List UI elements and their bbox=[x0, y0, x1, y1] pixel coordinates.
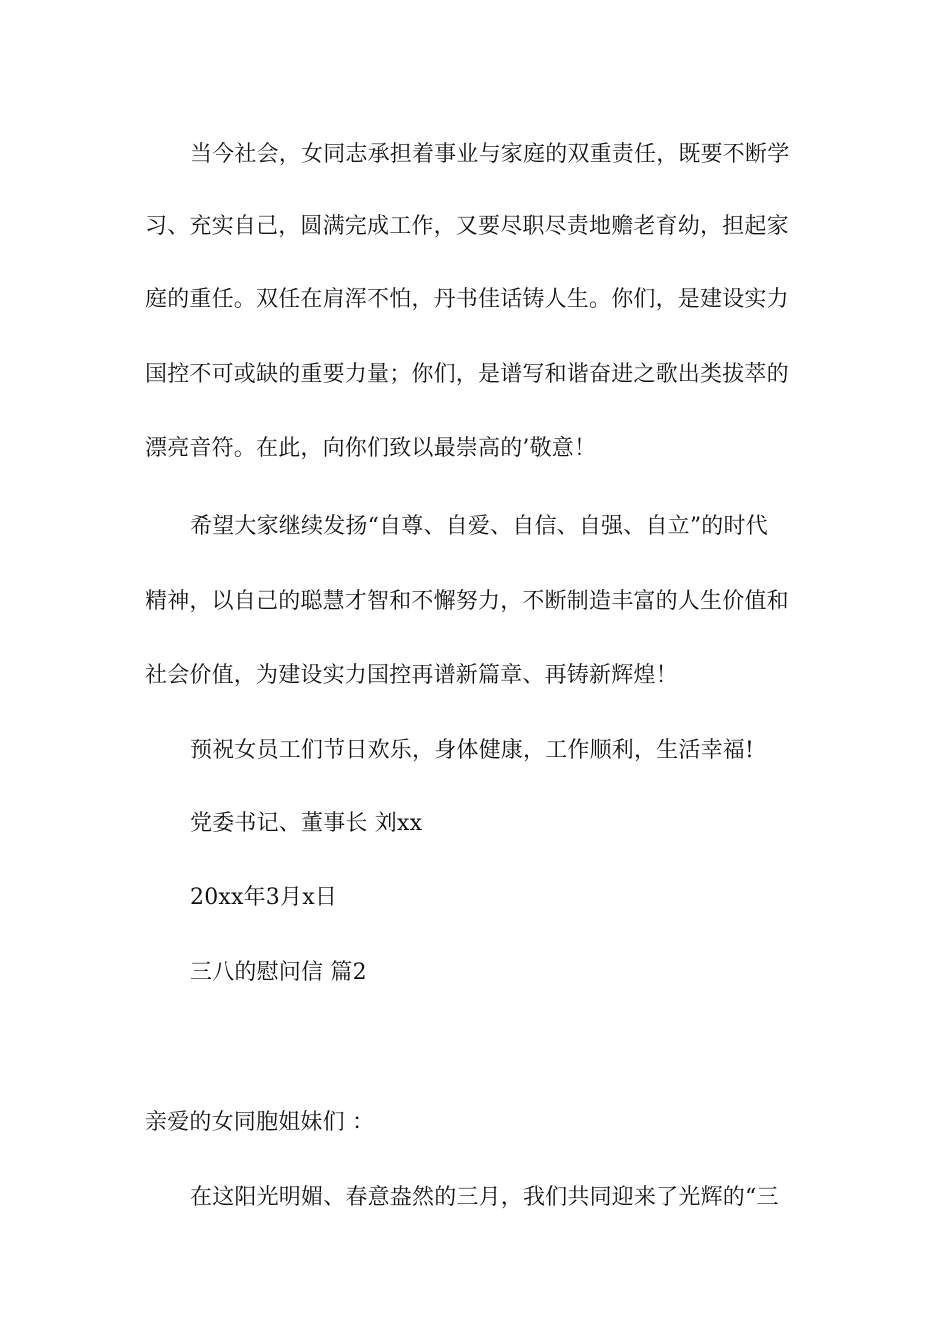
section-title: 三八的慰问信 篇2 bbox=[190, 960, 367, 985]
paragraph-1-line-5: 漂亮音符。在此，向你们致以最崇高的’敬意！ bbox=[145, 436, 597, 461]
wishes-line: 预祝女员工们节日欢乐，身体健康，工作顺利，生活幸福! bbox=[190, 738, 755, 763]
paragraph-2-line-1: 希望大家继续发扬“自尊、自爱、自信、自强、自立”的时代 bbox=[190, 514, 768, 539]
signature-line: 党委书记、董事长 刘xx bbox=[190, 811, 423, 836]
paragraph-3-line-1: 在这阳光明媚、春意盎然的三月，我们共同迎来了光辉的“三 bbox=[190, 1185, 779, 1210]
paragraph-1-line-4: 国控不可或缺的重要力量；你们，是谱写和谐奋进之歌出类拔萃的 bbox=[145, 362, 789, 387]
paragraph-2-line-3: 社会价值，为建设实力国控再谱新篇章、再铸新辉煌！ bbox=[145, 663, 678, 688]
paragraph-2-line-2: 精神，以自己的聪慧才智和不懈努力，不断制造丰富的人生价值和 bbox=[145, 589, 789, 614]
paragraph-1-line-3: 庭的重任。双任在肩浑不怕，丹书佳话铸人生。你们，是建设实力 bbox=[145, 287, 789, 312]
paragraph-1-line-1: 当今社会，女同志承担着事业与家庭的双重责任，既要不断学 bbox=[190, 142, 790, 167]
date-line: 20xx年3月x日 bbox=[190, 885, 338, 910]
salutation-line: 亲爱的女同胞姐妹们 ： bbox=[145, 1110, 375, 1135]
paragraph-1-line-2: 习、充实自己，圆满完成工作，又要尽职尽责地赡老育幼，担起家 bbox=[145, 214, 789, 239]
